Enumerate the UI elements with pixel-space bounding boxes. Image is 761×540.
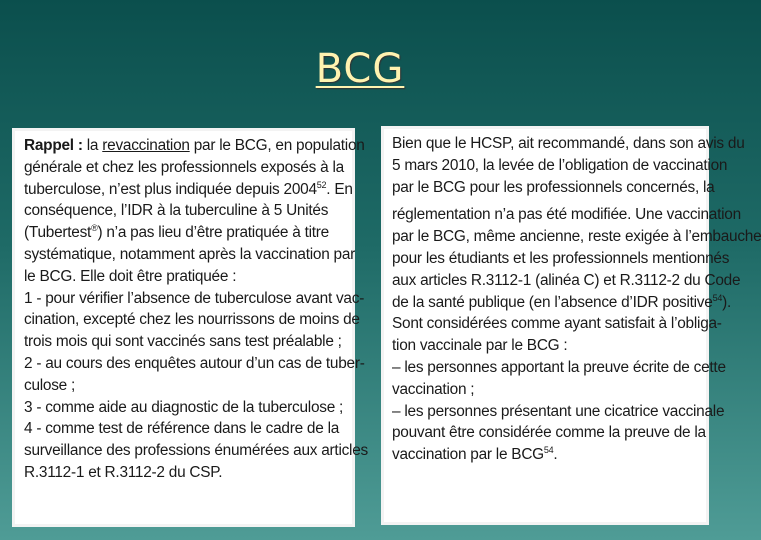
- text-line: générale et chez les professionnels exposés à la: [24, 158, 344, 176]
- text-line: Sont considérées comme ayant satisfait à l’obliga-: [392, 315, 722, 333]
- text-line: par le BCG pour les professionnels concernés, la: [392, 178, 715, 196]
- text-line: (Tubertest®) n’a pas lieu d’être pratiquée à titre: [24, 223, 329, 242]
- text-line: pour les étudiants et les professionnels mentionnés: [392, 249, 730, 267]
- registered-mark: ®: [91, 223, 98, 234]
- left-text-panel: [12, 128, 368, 527]
- text-line: pouvant être considérée comme la preuve de la: [392, 424, 706, 442]
- right-text-panel: [381, 126, 761, 525]
- text-line: 2 - au cours des enquêtes autour d’un cas de tuber-: [24, 354, 365, 372]
- text-line: aux articles R.3112-1 (alinéa C) et R.3112-2 du Code: [392, 271, 741, 289]
- text-line: le BCG. Elle doit être pratiquée :: [24, 267, 237, 285]
- text-line: Rappel : la revaccination par le BCG, en population: [24, 137, 365, 154]
- text-line: réglementation n’a pas été modifiée. Une vaccination: [392, 206, 741, 224]
- text-line: systématique, notamment après la vaccination par: [24, 245, 356, 263]
- text-line: vaccination par le BCG$^{54}$.: [392, 445, 558, 464]
- text-line: – les personnes apportant la preuve écrite de cette: [392, 358, 726, 376]
- text-line: – les personnes présentant une cicatrice vaccinale: [392, 402, 725, 420]
- text-line: tuberculose, n’est plus indiquée depuis 2004$^{52}$. En: [24, 179, 353, 198]
- text-line: 4 - comme test de référence dans le cadre de la: [24, 420, 340, 438]
- text-line: 3 - comme aide au diagnostic de la tuberculose ;: [24, 398, 344, 416]
- text-line: surveillance des professions énumérées aux articles: [24, 442, 368, 460]
- text-line: Bien que le HCSP, ait recommandé, dans son avis du: [392, 135, 745, 152]
- text-line: R.3112-1 et R.3112-2 du CSP.: [24, 463, 223, 481]
- text-line: culose ;: [24, 376, 76, 394]
- text-line: 1 - pour vérifier l’absence de tuberculose avant vac-: [24, 289, 365, 307]
- footnote-ref: 54: [712, 292, 723, 303]
- text-line: de la santé publique (en l’absence d’IDR positive$^{54}$).: [392, 292, 731, 311]
- text-line: trois mois qui sont vaccinés sans test préalable ;: [24, 333, 342, 351]
- text-line: vaccination ;: [392, 380, 475, 398]
- footnote-ref: 52: [316, 179, 327, 190]
- revaccination-term: revaccination: [102, 137, 190, 154]
- text-line: conséquence, l’IDR à la tuberculine à 5 Unités: [24, 202, 329, 220]
- text-line: 5 mars 2010, la levée de l’obligation de vaccination: [392, 156, 728, 174]
- text-line: tion vaccinale par le BCG :: [392, 337, 568, 355]
- footnote-ref: 54: [543, 445, 554, 456]
- text-line: par le BCG, même ancienne, reste exigée à l’embauche: [392, 228, 761, 246]
- text-line: cination, excepté chez les nourrissons de moins de: [24, 311, 360, 329]
- slide-title: BCG: [315, 46, 405, 92]
